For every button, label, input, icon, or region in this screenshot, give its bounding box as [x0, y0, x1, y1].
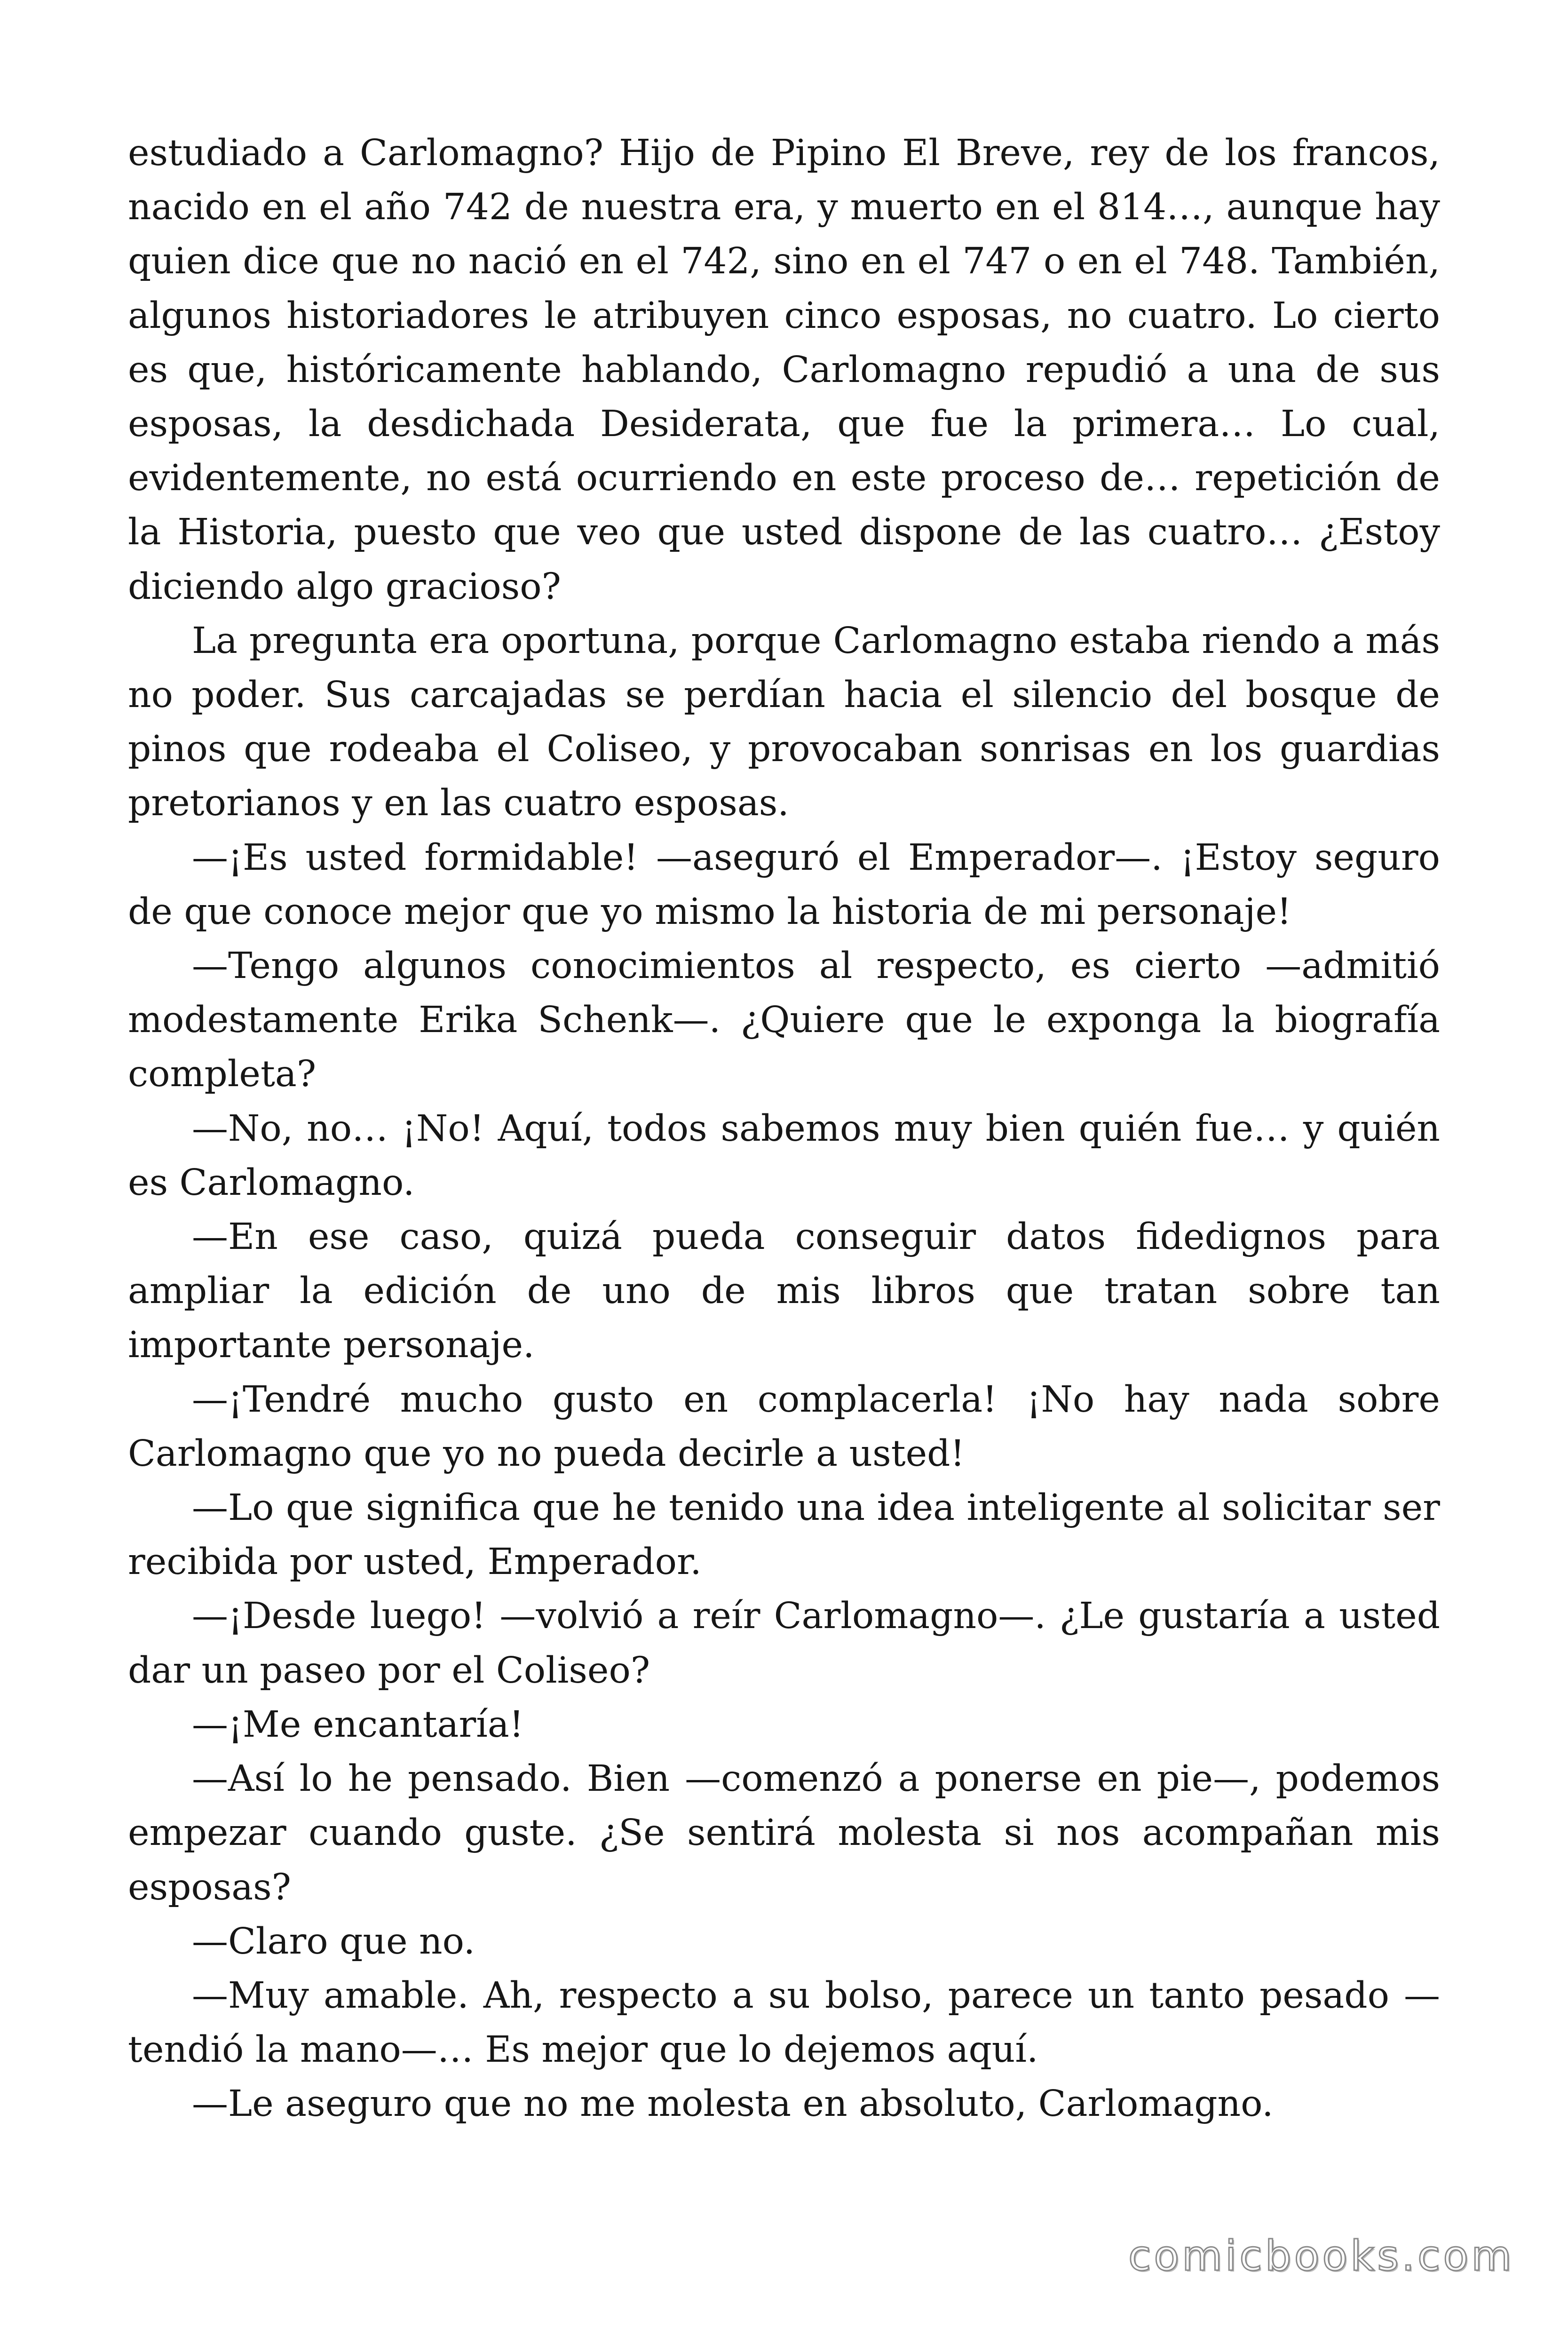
paragraph-3: —¡Es usted formidable! —aseguró el Emperador—. ¡Estoy seguro de que conoce mejor que yo mismo la historia de mi personaje! — [128, 836, 1440, 933]
watermark: comicbooks.com — [1128, 2232, 1514, 2280]
paragraph-11: —Así lo he pensado. Bien —comenzó a ponerse en pie—, podemos empezar cuando guste. ¿Se sentirá molesta si nos acompañan mis esposas? — [128, 1758, 1440, 1908]
paragraph-9: —¡Desde luego! —volvió a reír Carlomagno—. ¿Le gustaría a usted dar un paseo por el Coliseo? — [128, 1595, 1440, 1692]
paragraph-4: —Tengo algunos conocimientos al respecto, es cierto —admitió modestamente Erika Schenk—. ¿Quiere que le exponga la biografía completa? — [128, 945, 1440, 1096]
body-text — [128, 126, 1440, 2131]
paragraph-10: —¡Me encantaría! — [192, 1703, 524, 1746]
paragraph-12: —Claro que no. — [192, 1920, 475, 1963]
paragraph-5: —No, no… ¡No! Aquí, todos sabemos muy bien quién fue… y quién es Carlomagno. — [128, 1107, 1440, 1204]
paragraph-1: estudiado a Carlomagno? Hijo de Pipino El Breve, rey de los francos, nacido en el año 742 de nuestra era, y muerto en el 814…, aunque hay quien dice que no nació en el 742, sino en el 747 o en el 748. También, algunos historiadores le atribuyen cinco esposas, no cuatro. Lo cierto es que, históricamente hablando, Carlomagno repudió a una de sus esposas, la desdichada Desiderata, que fue la primera… Lo cual, evidentemente, no está ocurriendo en este proceso de… repetición de la Historia, puesto que veo que usted dispone de las cuatro… ¿Estoy diciendo algo gracioso? — [128, 132, 1440, 608]
paragraph-14: —Le aseguro que no me molesta en absoluto, Carlomagno. — [192, 2083, 1274, 2125]
paragraph-2: La pregunta era oportuna, porque Carlomagno estaba riendo a más no poder. Sus carcajadas se perdían hacia el silencio del bosque de pinos que rodeaba el Coliseo, y provocaban sonrisas en los guardias pretorianos y en las cuatro esposas. — [128, 620, 1440, 825]
paragraph-13: —Muy amable. Ah, respecto a su bolso, parece un tanto pesado —tendió la mano—… Es mejor que lo dejemos aquí. — [128, 1974, 1440, 2071]
paragraph-7: —¡Tendré mucho gusto en complacerla! ¡No hay nada sobre Carlomagno que yo no pueda decirle a usted! — [128, 1378, 1440, 1475]
paragraph-6: —En ese caso, quizá pueda conseguir datos fidedignos para ampliar la edición de uno de mis libros que tratan sobre tan importante personaje. — [128, 1216, 1440, 1367]
paragraph-8: —Lo que significa que he tenido una idea inteligente al solicitar ser recibida por usted, Emperador. — [128, 1487, 1440, 1583]
